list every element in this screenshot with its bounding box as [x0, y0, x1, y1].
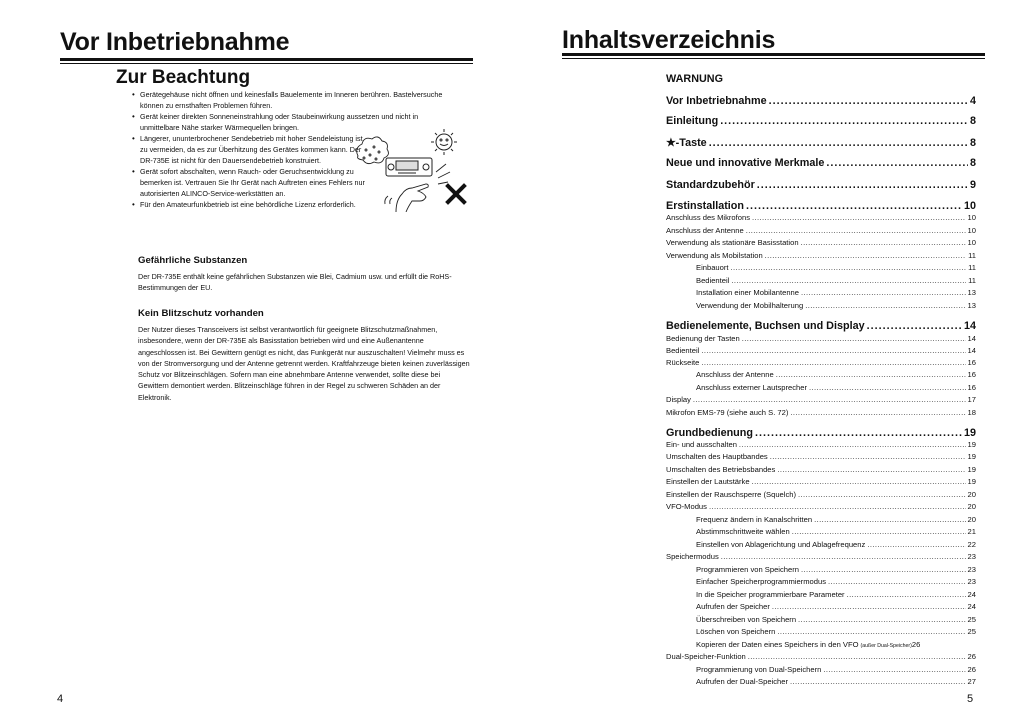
toc-entry-page: 18	[967, 408, 976, 417]
toc-dot-leader	[867, 540, 965, 549]
toc-entry-page: 8	[969, 157, 976, 169]
toc-entry-page: 13	[967, 301, 976, 310]
toc-entry-title: Speichermodus	[666, 552, 719, 561]
toc-dot-leader	[769, 95, 968, 107]
toc-entry[interactable]	[666, 552, 976, 561]
toc-dot-leader	[867, 320, 962, 332]
toc-entry-page: 10	[967, 238, 976, 247]
toc-entry-page: 25	[967, 627, 976, 636]
toc-dot-leader	[746, 226, 966, 235]
toc-entry-page: 16	[967, 383, 976, 392]
toc-entry-page: 11	[968, 276, 976, 285]
toc-dot-leader	[755, 427, 962, 439]
toc-entry-page: 8	[969, 115, 976, 127]
toc-entry-page: 8	[969, 137, 976, 149]
toc-entry[interactable]	[696, 565, 976, 574]
toc-entry-page: 23	[967, 552, 976, 561]
toc-dot-leader	[757, 179, 968, 191]
toc-entry[interactable]	[666, 408, 976, 417]
toc-entry-title: Dual-Speicher-Funktion	[666, 652, 746, 661]
toc-entry[interactable]	[666, 452, 976, 461]
toc-entry-page: 27	[967, 677, 976, 686]
toc-entry-title: Ein- und ausschalten	[666, 440, 737, 449]
toc-entry[interactable]	[666, 346, 976, 355]
toc-entry-page: 16	[967, 358, 976, 367]
toc-entry[interactable]	[666, 440, 976, 449]
toc-entry-page: 14	[963, 320, 976, 332]
toc-entry-page: 17	[967, 395, 976, 404]
page-title: Vor Inbetriebnahme	[60, 28, 290, 56]
toc-entry[interactable]	[666, 502, 976, 511]
toc-entry-title: Verwendung als stationäre Basisstation	[666, 238, 799, 247]
toc-entry-title: Programmierung von Dual-Speichern	[696, 665, 822, 674]
prohibited-x-icon	[448, 186, 464, 202]
toc-dot-leader	[739, 440, 966, 449]
toc-entry[interactable]	[696, 602, 976, 611]
toc-entry[interactable]	[666, 251, 976, 260]
toc-entry-page: 23	[967, 577, 976, 586]
toc-entry-page: 24	[967, 590, 976, 599]
toc-dot-leader	[748, 652, 966, 661]
toc-entry-page: 21	[967, 527, 976, 536]
toc-entry-page: 11	[968, 263, 976, 272]
toc-entry-title: Einfacher Speicherprogrammiermodus	[696, 577, 826, 586]
toc-entry-title: Programmieren von Speichern	[696, 565, 799, 574]
toc-entry-page: 24	[967, 602, 976, 611]
toc-entry[interactable]	[696, 383, 976, 392]
toc-entry-page: 20	[967, 490, 976, 499]
toc-entry-title: Überschreiben von Speichern	[696, 615, 797, 624]
toc-dot-leader	[777, 465, 965, 474]
toc-entry-page: 26	[967, 665, 976, 674]
toc-entry[interactable]	[696, 527, 976, 536]
toc-entry-title: Aufrufen der Speicher	[696, 602, 770, 611]
warning-illustration	[352, 128, 478, 212]
toc-entry-title: Display	[666, 395, 691, 404]
toc-entry-title: Anschluss externer Lautsprecher	[696, 383, 808, 392]
toc-entry-title: Frequenz ändern in Kanalschritten	[696, 515, 813, 524]
toc-entry-page: 26	[911, 640, 921, 649]
toc-entry-page: 11	[968, 251, 976, 260]
toc-entry-title: Bedienung der Tasten	[666, 334, 740, 343]
toc-dot-leader	[826, 157, 968, 169]
toc-entry-title: Kopieren der Daten eines Speichers in den VFO	[696, 640, 859, 649]
toc-dot-leader	[742, 334, 966, 343]
toc-dot-leader	[798, 490, 966, 499]
right-page	[512, 0, 1024, 728]
toc-entry[interactable]	[666, 358, 976, 367]
toc-entry[interactable]	[666, 179, 976, 191]
toc-dot-leader	[720, 115, 968, 127]
list-item: • Gerät keiner direkten Sonneneinstrahlung oder Staubeinwirkung aussetzen und nicht in unmittelbare Nähe starker Wärmequellen bringen.	[140, 111, 458, 133]
toc-entry[interactable]	[696, 540, 976, 549]
toc-entry-title: Erstinstallation	[666, 200, 744, 212]
toc-dot-leader	[772, 602, 966, 611]
toc-dot-leader	[798, 615, 966, 624]
page-number: 5	[967, 693, 974, 705]
toc-dot-leader	[828, 577, 966, 586]
toc-entry[interactable]	[666, 213, 976, 222]
toc-dot-leader	[721, 552, 966, 561]
section-title: Kein Blitzschutz vorhanden	[138, 308, 264, 319]
toc-entry[interactable]	[666, 157, 976, 169]
toc-dot-leader	[731, 276, 966, 285]
list-item: • Längerer, ununterbrochener Sendebetrieb mit hoher Sendeleistung ist zu vermeiden, da es zur Überhitzung des Gerätes kommen kann. Der DR-735E ist nicht für den Dauersendebetrieb konstruiert.	[140, 133, 365, 166]
toc-entry-page: 13	[967, 288, 976, 297]
warning-label: WARNUNG	[666, 73, 723, 85]
toc-dot-leader	[801, 238, 966, 247]
page-number: 4	[57, 693, 64, 705]
toc-entry-title: Mikrofon EMS-79 (siehe auch S. 72)	[666, 408, 789, 417]
toc-entry[interactable]	[666, 652, 976, 661]
title-rule	[562, 53, 985, 59]
toc-dot-leader	[805, 301, 965, 310]
toc-entry[interactable]	[666, 427, 976, 439]
subheading: Zur Beachtung	[116, 67, 251, 88]
toc-dot-leader	[731, 263, 967, 272]
toc-dot-leader	[801, 565, 966, 574]
toc-entry-title: ★-Taste	[666, 137, 707, 149]
toc-entry-title: Rückseite	[666, 358, 700, 367]
toc-entry-page: 22	[967, 540, 976, 549]
toc-entry-page: 14	[967, 334, 976, 343]
toc-entry[interactable]	[696, 677, 976, 686]
toc-entry-page: 10	[963, 200, 976, 212]
toc-entry-title: Grundbedienung	[666, 427, 753, 439]
toc-entry-title: Verwendung als Mobilstation	[666, 251, 763, 260]
toc-entry-page: 23	[967, 565, 976, 574]
toc-entry-title: Bedienteil	[666, 346, 700, 355]
title-rule	[60, 58, 473, 64]
toc-entry[interactable]	[666, 334, 976, 343]
toc-entry[interactable]	[666, 477, 976, 486]
toc-entry-page: 10	[967, 213, 976, 222]
toc-entry-page: 19	[967, 440, 976, 449]
toc-entry-title: VFO-Modus	[666, 502, 707, 511]
toc-entry-title: Aufrufen der Dual-Speicher	[696, 677, 789, 686]
toc-entry-page: 26	[967, 652, 976, 661]
toc-entry-page: 10	[967, 226, 976, 235]
toc-entry[interactable]	[666, 465, 976, 474]
toc-entry-title: Umschalten des Hauptbandes	[666, 452, 768, 461]
toc-dot-leader	[847, 590, 966, 599]
toc-entry-title: Anschluss der Antenne	[666, 226, 744, 235]
toc-entry-title: Einstellen der Rauschsperre (Squelch)	[666, 490, 797, 499]
toc-entry-page: 9	[969, 179, 976, 191]
list-item: • Gerätegehäuse nicht öffnen und keinesfalls Bauelemente im Inneren berühren. Bastelversuche können zu ernsthaften Problemen führen.	[140, 89, 458, 111]
toc-dot-leader	[777, 627, 965, 636]
toc-dot-leader	[823, 665, 965, 674]
toc-dot-leader	[770, 452, 966, 461]
section-text: Der DR-735E enthält keine gefährlichen Substanzen wie Blei, Cadmium usw. und erfüllt die RoHS-Bestimmungen der EU.	[138, 272, 452, 293]
toc-entry[interactable]	[666, 490, 976, 499]
toc-entry[interactable]	[666, 320, 976, 332]
toc-dot-leader	[701, 358, 965, 367]
toc-entry[interactable]	[696, 288, 976, 297]
toc-entry-title: Neue und innovative Merkmale	[666, 157, 825, 169]
toc-dot-leader	[746, 200, 962, 212]
toc-entry-page: 20	[967, 502, 976, 511]
toc-entry-title: Installation einer Mobilantenne	[696, 288, 800, 297]
toc-entry-title: Einstellen von Ablagerichtung und Ablagefrequenz	[696, 540, 866, 549]
toc-entry-page: 20	[967, 515, 976, 524]
toc-entry[interactable]	[666, 115, 976, 127]
toc-entry[interactable]	[696, 515, 976, 524]
toc-dot-leader	[776, 370, 966, 379]
radio-icon	[386, 158, 432, 176]
toc-entry[interactable]	[696, 301, 976, 310]
toc-entry-title: Bedienteil	[696, 276, 730, 285]
toc-entry[interactable]	[696, 590, 976, 599]
section-text: Der Nutzer dieses Transceivers ist selbst verantwortlich für geeignete Blitzschutzmaßnahmen, insbesondere, wenn der DR-735E als Basisstation betrieben wird und eine Außenantenne angeschlossen ist. Bei Gewittern genügt es nicht, das Funkgerät nur auszuschalten! Vielmehr muss es von der Stromversorgung und der Antenne getrennt werden. Kraftfahrzeuge bieten keinen zuverlässigen Schutz vor Blitzeinschlägen. Sofern man eine abnehmbare Antenne verwendet, sollte diese bei Gewittern demontiert werden. Blitzeinschläge führen in der Regel zu schweren Schäden an der Elektronik.	[138, 325, 470, 402]
toc-entry-title: Bedienelemente, Buchsen und Display	[666, 320, 865, 332]
toc-entry[interactable]	[666, 226, 976, 235]
dust-cloud-icon	[357, 137, 389, 164]
toc-entry-page: 4	[969, 95, 976, 107]
toc-entry[interactable]	[696, 640, 978, 649]
toc-entry-page: 19	[967, 452, 976, 461]
toc-dot-leader	[701, 346, 965, 355]
toc-entry-page: 16	[967, 370, 976, 379]
section-title: Gefährliche Substanzen	[138, 255, 248, 266]
toc-entry-page: 19	[967, 477, 976, 486]
toc-dot-leader	[801, 288, 966, 297]
toc-entry-title: Löschen von Speichern	[696, 627, 776, 636]
toc-entry[interactable]	[666, 95, 976, 107]
toc-entry[interactable]	[666, 200, 976, 212]
toc-entry[interactable]	[696, 627, 976, 636]
toc-entry-page: 19	[967, 465, 976, 474]
toc-dot-leader	[709, 502, 966, 511]
toc-entry-title: Einbauort	[696, 263, 729, 272]
toc-entry[interactable]	[666, 136, 976, 149]
toc-dot-leader	[809, 383, 966, 392]
toc-dot-leader	[752, 477, 966, 486]
toc-entry-note: (außer Dual-Speicher)	[860, 643, 912, 649]
toc-dot-leader	[765, 251, 966, 260]
toc-dot-leader	[790, 408, 965, 417]
toc-entry[interactable]	[696, 276, 976, 285]
toc-entry[interactable]	[666, 395, 976, 404]
toc-entry[interactable]	[696, 263, 976, 272]
list-item: • Gerät sofort abschalten, wenn Rauch- oder Geruchsentwicklung zu bemerken ist. Vertrauen Sie Ihr Gerät nach Auftreten eines Fehlers nur autorisierten ALINCO-Service-werkstätten an.	[140, 166, 365, 199]
toc-dot-leader	[709, 137, 968, 149]
toc-entry-title: Vor Inbetriebnahme	[666, 95, 767, 107]
toc-dot-leader	[693, 395, 966, 404]
toc-entry-title: Anschluss des Mikrofons	[666, 213, 750, 222]
sun-icon	[431, 129, 457, 155]
toc-dot-leader	[814, 515, 965, 524]
toc-entry[interactable]	[696, 577, 976, 586]
toc-entry-page: 25	[967, 615, 976, 624]
toc-entry[interactable]	[666, 238, 976, 247]
toc-entry[interactable]	[696, 370, 976, 379]
toc-entry-title: Abstimmschrittweite wählen	[696, 527, 790, 536]
toc-dot-leader	[752, 213, 966, 222]
toc-dot-leader	[790, 677, 966, 686]
toc-entry-page: 19	[963, 427, 976, 439]
toc-entry-page: 14	[967, 346, 976, 355]
page-title: Inhaltsverzeichnis	[562, 26, 776, 54]
toc-entry[interactable]	[696, 615, 976, 624]
list-item: • Für den Amateurfunkbetrieb ist eine behördliche Lizenz erforderlich.	[140, 199, 458, 210]
toc-entry-title: Einstellen der Lautstärke	[666, 477, 750, 486]
toc-entry-title: Anschluss der Antenne	[696, 370, 774, 379]
toc-entry[interactable]	[696, 665, 976, 674]
toc-entry-title: In die Speicher programmierbare Parameter	[696, 590, 845, 599]
toc-entry-title: Einleitung	[666, 115, 719, 127]
toc-entry-title: Umschalten des Betriebsbandes	[666, 465, 776, 474]
toc-entry-title: Standardzubehör	[666, 179, 755, 191]
toc-entry-title: Verwendung der Mobilhalterung	[696, 301, 804, 310]
toc-dot-leader	[792, 527, 966, 536]
heat-lines-icon	[436, 164, 450, 184]
hand-icon	[385, 184, 428, 212]
